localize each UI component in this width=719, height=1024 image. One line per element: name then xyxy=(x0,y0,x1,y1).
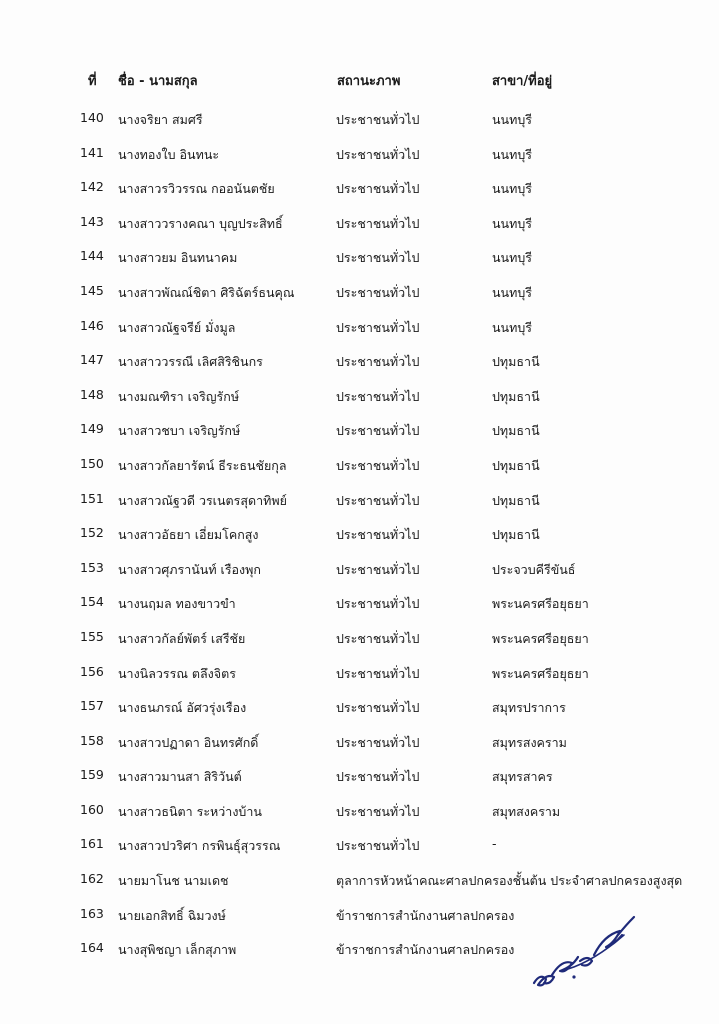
header-number: ที่ xyxy=(88,74,97,89)
row-number: 140 xyxy=(80,110,104,125)
row-branch: นนทบุรี xyxy=(492,284,532,300)
row-number: 152 xyxy=(80,525,104,541)
row-branch: นนทบุรี xyxy=(492,112,532,127)
row-name: นางสาวณัฐวดี วรเนตรสุดาทิพย์ xyxy=(118,492,287,508)
row-number: 153 xyxy=(80,559,104,575)
row-name: นางสุพิชญา เล็กสุภาพ xyxy=(118,942,237,958)
row-branch: พระนครศรีอยุธยา xyxy=(492,665,589,681)
row-status: ประชาชนทั่วไป xyxy=(336,561,420,577)
row-name: นางนิลวรรณ ตลึงจิตร xyxy=(118,665,236,681)
row-number: 162 xyxy=(80,871,104,887)
row-status: ประชาชนทั่วไป xyxy=(336,112,420,127)
row-branch: นนทบุรี xyxy=(492,319,532,335)
list-row xyxy=(0,796,719,831)
row-number: 145 xyxy=(80,282,104,298)
row-status: ประชาชนทั่วไป xyxy=(336,492,420,508)
list-row xyxy=(0,277,719,312)
row-branch: ปทุมธานี xyxy=(492,527,540,543)
row-branch: สมุทรปราการ xyxy=(492,700,566,716)
row-name: นางสาวธนิตา ระหว่างบ้าน xyxy=(118,803,262,819)
row-name: นางสาวกัลยารัตน์ ธีระธนชัยกุล xyxy=(118,457,287,473)
row-status: ประชาชนทั่วไป xyxy=(336,423,420,439)
row-status: ประชาชนทั่วไป xyxy=(336,215,420,231)
row-status: ข้าราชการสำนักงานศาลปกครอง xyxy=(336,907,515,923)
list-row xyxy=(0,554,719,589)
row-number: 143 xyxy=(80,213,104,229)
row-branch: นนทบุรี xyxy=(492,181,532,197)
row-name: นางสาวณัฐจรีย์ มั่งมูล xyxy=(118,319,236,335)
row-name: นางสาววรางคณา บุญประสิทธิ์ xyxy=(118,215,283,231)
list-row xyxy=(0,658,719,693)
row-branch: ปทุมธานี xyxy=(492,388,540,404)
row-status: ประชาชนทั่วไป xyxy=(336,250,420,266)
header-branch: สาขา/ที่อยู่ xyxy=(492,74,553,89)
row-status: ประชาชนทั่วไป xyxy=(336,146,420,162)
list-row xyxy=(0,761,719,796)
row-number: 158 xyxy=(80,732,104,748)
row-status: ประชาชนทั่วไป xyxy=(336,319,420,335)
row-name: นางสาวปฏาดา อินทรศักดิ์ xyxy=(118,734,259,750)
row-name: นางนฤมล ทองขาวขำ xyxy=(118,596,236,612)
row-status: ประชาชนทั่วไป xyxy=(336,181,420,197)
row-name: นางสาวศุภรานันท์ เรืองพุก xyxy=(118,561,261,577)
row-status: ประชาชนทั่วไป xyxy=(336,457,420,473)
row-number: 163 xyxy=(80,905,104,921)
row-number: 154 xyxy=(80,594,104,610)
row-name: นางจริยา สมศรี xyxy=(118,112,203,127)
header-status: สถานะภาพ xyxy=(337,74,401,89)
row-branch: ประจวบคีรีขันธ์ xyxy=(492,561,576,577)
row-name: นางสาวพัณณ์ชิตา ศิริฉัตร์ธนคุณ xyxy=(118,284,295,300)
row-number: 148 xyxy=(80,386,104,402)
row-status: ประชาชนทั่วไป xyxy=(336,803,420,819)
row-name: นางสาวอัธยา เอี่ยมโคกสูง xyxy=(118,527,259,543)
row-status: ประชาชนทั่วไป xyxy=(336,527,420,543)
row-name: นางสาวปวริศา กรพินธุ์สุวรรณ xyxy=(118,838,281,854)
row-status: ตุลาการหัวหน้าคณะศาลปกครองชั้นต้น ประจำศาลปกครองสูงสุด xyxy=(336,873,683,889)
list-row xyxy=(0,830,719,865)
row-status: ประชาชนทั่วไป xyxy=(336,284,420,300)
participant-list xyxy=(0,104,719,969)
row-branch: สมุทรสาคร xyxy=(492,769,553,785)
row-name: นางสาวมานสา สิริวันต์ xyxy=(118,769,242,785)
row-number: 156 xyxy=(80,663,104,679)
row-number: 159 xyxy=(80,767,104,783)
row-number: 161 xyxy=(80,836,104,852)
row-status: ประชาชนทั่วไป xyxy=(336,700,420,716)
list-row xyxy=(0,173,719,208)
handwritten-signature xyxy=(528,905,648,995)
list-row xyxy=(0,381,719,416)
row-status: ประชาชนทั่วไป xyxy=(336,388,420,404)
list-row xyxy=(0,104,719,139)
row-branch: ปทุมธานี xyxy=(492,423,540,439)
row-number: 155 xyxy=(80,628,104,644)
row-branch: - xyxy=(492,836,497,852)
row-status: ประชาชนทั่วไป xyxy=(336,665,420,681)
row-name: นางสาวยม อินทนาคม xyxy=(118,250,238,266)
row-number: 147 xyxy=(80,352,104,368)
row-number: 164 xyxy=(80,940,104,956)
list-row xyxy=(0,485,719,520)
list-row xyxy=(0,588,719,623)
list-row xyxy=(0,346,719,381)
row-branch: นนทบุรี xyxy=(492,146,532,162)
list-row xyxy=(0,242,719,277)
row-name: นางทองใบ อินทนะ xyxy=(118,146,220,162)
list-row xyxy=(0,865,719,900)
list-row xyxy=(0,519,719,554)
row-name: นายมาโนช นามเดช xyxy=(118,873,229,889)
list-row xyxy=(0,208,719,243)
row-branch: พระนครศรีอยุธยา xyxy=(492,630,589,646)
row-status: ประชาชนทั่วไป xyxy=(336,630,420,646)
list-row xyxy=(0,139,719,174)
row-number: 146 xyxy=(80,317,104,333)
row-branch: พระนครศรีอยุธยา xyxy=(492,596,589,612)
row-name: นายเอกสิทธิ์ ฉิมวงษ์ xyxy=(118,907,226,923)
row-branch: สมุทรสงคราม xyxy=(492,734,567,750)
row-number: 144 xyxy=(80,248,104,264)
row-status: ประชาชนทั่วไป xyxy=(336,769,420,785)
row-number: 141 xyxy=(80,144,104,160)
row-name: นางสาวรวิวรรณ กออนันตชัย xyxy=(118,181,275,197)
row-name: นางสาววรรณี เลิศสิริชินกร xyxy=(118,354,263,370)
row-number: 157 xyxy=(80,698,104,714)
row-name: นางธนภรณ์ อัศวรุ่งเรือง xyxy=(118,700,247,716)
row-status: ประชาชนทั่วไป xyxy=(336,734,420,750)
row-name: นางมณฑิรา เจริญรักษ์ xyxy=(118,388,240,404)
row-number: 149 xyxy=(80,421,104,437)
row-branch: นนทบุรี xyxy=(492,215,532,231)
row-status: ข้าราชการสำนักงานศาลปกครอง xyxy=(336,942,515,958)
row-branch: ปทุมธานี xyxy=(492,457,540,473)
list-row xyxy=(0,312,719,347)
row-number: 142 xyxy=(80,179,104,195)
list-row xyxy=(0,692,719,727)
row-status: ประชาชนทั่วไป xyxy=(336,354,420,370)
row-status: ประชาชนทั่วไป xyxy=(336,838,420,854)
header-name: ชื่อ - นามสกุล xyxy=(118,74,198,89)
row-name: นางสาวกัลย์พัตร์ เสรีชัย xyxy=(118,630,246,646)
list-row xyxy=(0,727,719,762)
list-row xyxy=(0,450,719,485)
list-row xyxy=(0,415,719,450)
row-branch: สมุทสงคราม xyxy=(492,803,561,819)
row-branch: ปทุมธานี xyxy=(492,354,540,370)
row-name: นางสาวชบา เจริญรักษ์ xyxy=(118,423,241,439)
row-branch: ปทุมธานี xyxy=(492,492,540,508)
row-status: ประชาชนทั่วไป xyxy=(336,596,420,612)
list-row xyxy=(0,623,719,658)
row-branch: นนทบุรี xyxy=(492,250,532,266)
row-number: 150 xyxy=(80,455,104,471)
row-number: 160 xyxy=(80,801,104,817)
row-number: 151 xyxy=(80,490,104,506)
